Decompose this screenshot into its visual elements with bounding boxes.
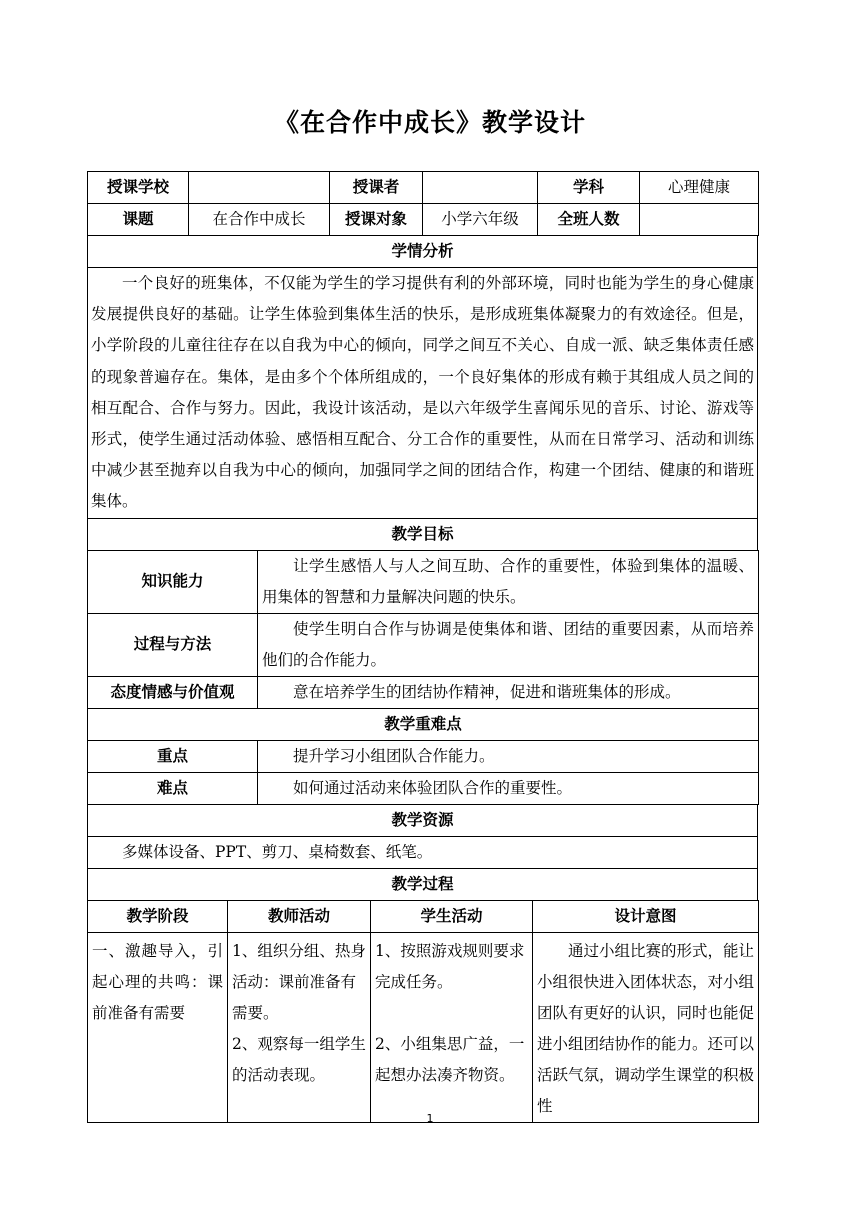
process-col-intent: 设计意图 [533,900,759,932]
header-table [87,171,759,236]
teacher-value [423,172,538,204]
goal-label-process: 过程与方法 [88,613,258,676]
process-student-cell [371,932,533,1122]
resources-text: 多媒体设备、PPT、剪刀、桌椅数套、纸笔。 [88,836,758,868]
lesson-plan-table [87,171,758,1123]
goals-heading: 教学目标 [88,518,758,550]
audience-label: 授课对象 [330,204,423,236]
process-teacher-cell [228,932,371,1122]
keypoint-text-focus: 提升学习小组团队合作能力。 [258,740,759,772]
student-activity-2: 2、小组集思广益，一起想办法凑齐物资。 [375,1034,525,1084]
process-table [87,900,759,1123]
student-activity-1: 1、按照游戏规则要求完成任务。 [375,941,525,991]
keypoints-table [87,708,759,805]
goal-label-knowledge: 知识能力 [88,550,258,613]
topic-value: 在合作中成长 [189,204,330,236]
goal-text-process: 使学生明白合作与协调是使集体和谐、团结的重要因素，从而培养他们的合作能力。 [258,613,759,676]
process-col-teacher: 教师活动 [228,900,371,932]
teacher-activity-1: 1、组织分组、热身活动：课前准备有需要。 [232,941,366,1022]
keypoints-heading: 教学重难点 [88,708,759,740]
subject-value: 心理健康 [640,172,759,204]
goal-label-attitude: 态度情感与价值观 [88,676,258,708]
class-size-label: 全班人数 [538,204,640,236]
keypoint-label-focus: 重点 [88,740,258,772]
goals-table [87,550,759,709]
process-heading: 教学过程 [88,868,758,900]
analysis-text: 一个良好的班集体，不仅能为学生的学习提供有利的外部环境，同时也能为学生的身心健康发展提供良好的基础。让学生体验到集体生活的快乐，是形成班集体凝聚力的有效途径。但是，小学阶段的儿童往往存在以自我为中心的倾向，同学之间互不关心、自成一派、缺乏集体责任感的现象普遍存在。集体，是由多个个体所组成的，一个良好集体的形成有赖于其组成人员之间的相互配合、合作与努力。因此，我设计该活动，是以六年级学生喜闻乐见的音乐、讨论、游戏等形式，使学生通过活动体验、感悟相互配合、分工合作的重要性，从而在日常学习、活动和训练中减少甚至抛弃以自我为中心的倾向，加强同学之间的团结合作，构建一个团结、健康的和谐班集体。 [88,268,758,519]
goal-text-knowledge: 让学生感悟人与人之间互助、合作的重要性，体验到集体的温暖、用集体的智慧和力量解决问题的快乐。 [258,550,759,613]
spacer [375,998,528,1029]
teacher-activity-2: 2、观察每一组学生的活动表现。 [232,1034,366,1084]
topic-label: 课题 [88,204,189,236]
subject-label: 学科 [538,172,640,204]
process-intent-cell: 通过小组比赛的形式，能让小组很快进入团体状态，对小组团队有更好的认识，同时也能促进小组团结协作的能力。还可以活跃气氛，调动学生课堂的积极性 [533,932,759,1122]
keypoint-text-difficulty: 如何通过活动来体验团队合作的重要性。 [258,772,759,804]
audience-value: 小学六年级 [423,204,538,236]
goal-text-attitude: 意在培养学生的团结协作精神，促进和谐班集体的形成。 [258,676,759,708]
analysis-heading: 学情分析 [88,236,758,268]
school-value [189,172,330,204]
class-size-value [640,204,759,236]
process-stage-cell: 一、激趣导入，引起心理的共鸣：课前准备有需要 [88,932,228,1122]
resources-heading: 教学资源 [88,804,758,836]
keypoint-label-difficulty: 难点 [88,772,258,804]
analysis-table [87,235,758,551]
resources-table [87,804,758,901]
document-title: 《在合作中成长》教学设计 [273,108,586,137]
page-number: 1 [426,1112,434,1125]
teacher-label: 授课者 [330,172,423,204]
process-col-stage: 教学阶段 [88,900,228,932]
process-col-student: 学生活动 [371,900,533,932]
school-label: 授课学校 [88,172,189,204]
